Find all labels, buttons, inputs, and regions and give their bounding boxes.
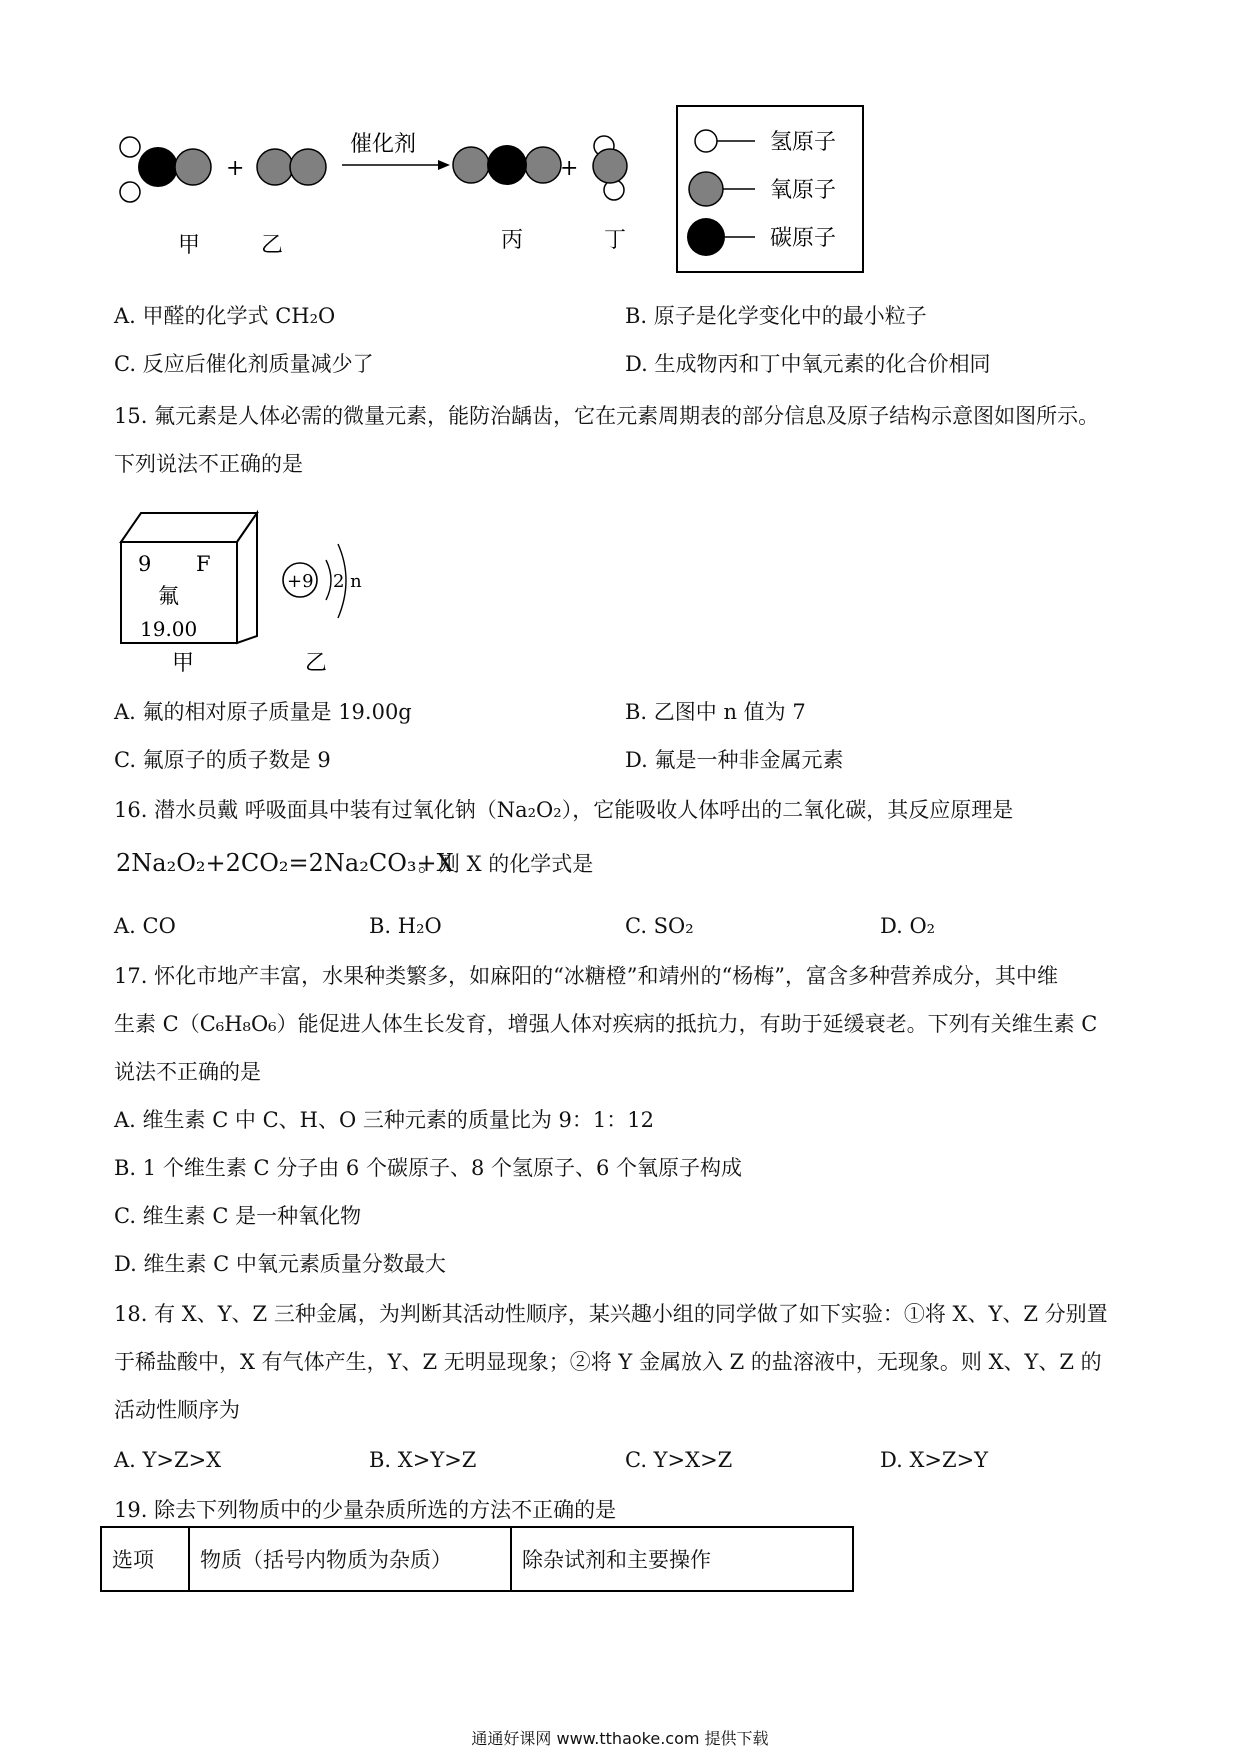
plus-sign: + xyxy=(226,156,245,181)
q14-option-b: B. 原子是化学变化中的最小粒子 xyxy=(625,304,927,328)
q16-stem-line2: 。则 X 的化学式是 xyxy=(418,852,594,876)
q16-stem-line1: 16. 潜水员戴 呼吸面具中装有过氧化钠（Na₂O₂），它能吸收人体呼出的二氧化碳，其反应原理是 xyxy=(114,798,1014,822)
q19-stem: 19. 除去下列物质中的少量杂质所选的方法不正确的是 xyxy=(114,1498,617,1522)
oxygen-atom xyxy=(290,149,326,185)
legend xyxy=(677,106,863,272)
legend-hydrogen-label: 氢原子 xyxy=(770,130,837,155)
legend-carbon-label: 碳原子 xyxy=(770,226,837,251)
figure-label-yi: 乙 xyxy=(305,651,328,676)
atomic-number: 9 xyxy=(138,552,152,576)
q17-option-d: D. 维生素 C 中氧元素质量分数最大 xyxy=(114,1252,446,1276)
q14-option-a: A. 甲醛的化学式 CH₂O xyxy=(114,304,336,328)
catalyst-label: 催化剂 xyxy=(350,132,417,157)
q14-option-c: C. 反应后催化剂质量减少了 xyxy=(114,352,374,376)
legend-oxygen-icon xyxy=(689,172,723,206)
q18-stem-line3: 活动性顺序为 xyxy=(114,1398,240,1422)
q18-option-d: D. X>Z>Y xyxy=(880,1448,989,1472)
label-jia: 甲 xyxy=(178,233,201,258)
q18-option-a: A. Y>Z>X xyxy=(114,1448,222,1472)
hydrogen-atom xyxy=(120,137,140,157)
label-ding: 丁 xyxy=(604,228,627,253)
q17-option-c: C. 维生素 C 是一种氧化物 xyxy=(114,1204,362,1228)
q18-stem-line1: 18. 有 X、Y、Z 三种金属，为判断其活动性顺序，某兴趣小组的同学做了如下实验：①将 X、Y、Z 分别置 xyxy=(114,1302,1108,1326)
molecule-ding xyxy=(593,136,627,200)
q15-option-c: C. 氟原子的质子数是 9 xyxy=(114,748,331,772)
q18-option-c: C. Y>X>Z xyxy=(625,1448,733,1472)
q17-option-b: B. 1 个维生素 C 分子由 6 个碳原子、8 个氢原子、6 个氧原子构成 xyxy=(114,1156,743,1180)
carbon-atom xyxy=(138,147,178,187)
q15-option-a: A. 氟的相对原子质量是 19.00g xyxy=(114,700,412,724)
table-header-cell: 物质（括号内物质为杂质） xyxy=(189,1527,511,1591)
oxygen-atom xyxy=(257,149,293,185)
fluorine-figures xyxy=(112,508,382,683)
oxygen-atom xyxy=(453,147,489,183)
q17-stem-line2: 生素 C（C₆H₈O₆）能促进人体生长发育，增强人体对疾病的抵抗力，有助于延缓衰老。下列有关维生素 C xyxy=(114,1012,1098,1036)
arrow-head-icon xyxy=(438,160,450,170)
carbon-atom xyxy=(487,145,527,185)
q19-table xyxy=(100,1526,854,1592)
atom-structure xyxy=(283,544,362,618)
q17-option-a: A. 维生素 C 中 C、H、O 三种元素的质量比为 9：1：12 xyxy=(114,1108,654,1132)
q15-stem-line1: 15. 氟元素是人体必需的微量元素，能防治龋齿，它在元素周期表的部分信息及原子结构示意图如图所示。 xyxy=(114,404,1100,428)
molecule-bing xyxy=(453,145,561,185)
q17-stem-line3: 说法不正确的是 xyxy=(114,1060,261,1084)
q15-stem-line2: 下列说法不正确的是 xyxy=(114,452,303,476)
oxygen-atom xyxy=(593,149,627,183)
legend-oxygen-label: 氧原子 xyxy=(770,178,837,203)
q18-option-b: B. X>Y>Z xyxy=(369,1448,477,1472)
q16-option-d: D. O₂ xyxy=(880,914,936,938)
q18-stem-line2: 于稀盐酸中，X 有气体产生，Y、Z 无明显现象；②将 Y 金属放入 Z 的盐溶液中，无现象。则 X、Y、Z 的 xyxy=(114,1350,1102,1374)
oxygen-atom xyxy=(175,149,211,185)
q15-option-b: B. 乙图中 n 值为 7 xyxy=(625,700,806,724)
shell-electrons: 2 n xyxy=(333,571,362,592)
table-header-cell: 除杂试剂和主要操作 xyxy=(511,1527,853,1591)
q17-stem-line1: 17. 怀化市地产丰富，水果种类繁多，如麻阳的“冰糖橙”和靖州的“杨梅”，富含多种营养成分，其中维 xyxy=(114,964,1059,988)
q16-option-c: C. SO₂ xyxy=(625,914,694,938)
hydrogen-atom xyxy=(120,182,140,202)
q16-option-a: A. CO xyxy=(114,914,176,938)
element-name: 氟 xyxy=(158,584,179,608)
legend-carbon-icon xyxy=(687,218,725,256)
label-yi: 乙 xyxy=(261,233,284,258)
plus-sign: + xyxy=(560,156,579,181)
element-symbol: F xyxy=(196,552,211,576)
table-header-row xyxy=(101,1527,853,1591)
atomic-mass: 19.00 xyxy=(140,617,198,641)
q14-option-d: D. 生成物丙和丁中氧元素的化合价相同 xyxy=(625,352,991,376)
reaction-diagram xyxy=(110,100,870,280)
q15-option-d: D. 氟是一种非金属元素 xyxy=(625,748,844,772)
table-header-cell: 选项 xyxy=(101,1527,189,1591)
molecule-jia xyxy=(120,137,211,202)
q16-option-b: B. H₂O xyxy=(369,914,442,938)
label-bing: 丙 xyxy=(501,228,524,253)
element-cube xyxy=(121,513,257,643)
q16-equation: 2Na₂O₂+2CO₂=2Na₂CO₃+X xyxy=(116,849,454,877)
molecule-yi xyxy=(257,149,326,185)
figure-label-jia: 甲 xyxy=(172,651,195,676)
oxygen-atom xyxy=(525,147,561,183)
page-footer: 通通好课网 www.tthaoke.com 提供下载 xyxy=(471,1729,769,1748)
legend-hydrogen-icon xyxy=(695,130,717,152)
nucleus-charge: +9 xyxy=(287,571,314,592)
